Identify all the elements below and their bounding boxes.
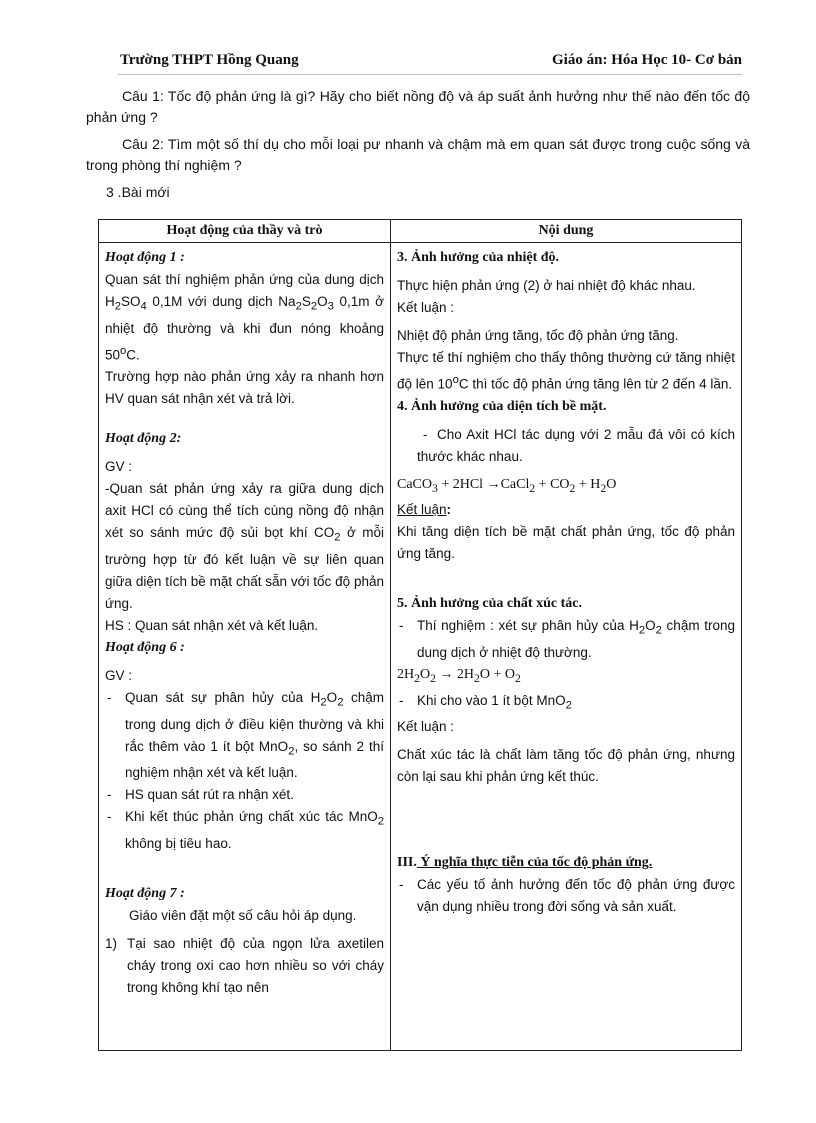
section-4-item-1: - Cho Axit HCl tác dụng với 2 mẫu đá vôi có kích thước khác nhau. [417,426,735,464]
intro-section [86,86,750,209]
school-name: Trường THPT Hồng Quang [120,52,299,68]
section-5-conclusion: Chất xúc tác là chất làm tăng tốc độ phản ứng, nhưng còn lại sau khi phản ứng kết thúc. [397,747,735,785]
table-header-row [99,220,742,243]
activity-2-text: -Quan sát phản ứng xảy ra giữa dung dịch axit HCl có cùng thể tích cùng nồng độ nhận xét so sánh mức độ sủi bọt khí $CO_2$ ở mỗi trường hợp từ đó kết luận về sự liên quan giữa diện tích bề mặt chất sẵn với tốc độ phản ứng. [105,481,385,611]
section-iii-item-1: - Các yếu tố ảnh hưởng đến tốc độ phản ứng được vận dụng nhiều trong đời sống và sản xuất. [399,877,735,915]
section-iii-heading: III. Ý nghĩa thực tiễn của tốc độ phản ứng. [397,855,653,871]
section-5-heading: 5. Ảnh hưởng của chất xúc tác. [397,596,582,612]
subject-title: Giáo án: Hóa Học 10- Cơ bản [552,52,742,68]
section-3-conclusion: Nhiệt độ phản ứng tăng, tốc độ phản ứng tăng. [397,328,679,343]
activity-7-question-1: 1) Tại sao nhiệt độ của ngọn lửa axetilen cháy trong oxi cao hơn nhiều so với cháy trong không khí tạo nên [105,935,384,995]
section-3-text: Thực hiện phản ứng (2) ở hai nhiệt độ khác nhau. [397,278,696,293]
section-5-item-1: - Thí nghiệm : xét sự phân hủy của $H_2O_2$ chậm trong dung dịch ở nhiệt độ thường. [399,618,735,660]
activity-6-heading: Hoạt động 6 : [105,639,185,655]
activity-2-heading: Hoạt động 2: [105,431,182,447]
activity-2-gv: GV : [105,459,133,475]
activity-6-item-3: - Khi kết thúc phản ứng chất xúc tác MnO$_2$ không bị tiêu hao. [107,809,384,851]
equation-caco3-hcl: CaCO$_3$ + 2HCl →CaCl$_2$ + $CO_2 + H_2O$ [397,476,617,495]
col-header-activities: Hoạt động của thầy và trò [99,220,391,243]
activity-6-item-2: - HS quan sát rút ra nhận xét. [107,787,294,803]
section-3-fact: Thực tế thí nghiệm cho thấy thông thường cứ tăng nhiệt độ lên 10$^o$C thì tốc độ phản ứng tăng lên từ 2 đến 4 lần. [397,350,735,392]
activity-1-question: Trường hợp nào phản ứng xảy ra nhanh hơn HV quan sát nhận xét và trả lời. [105,369,384,407]
section-3-heading: 3. Ảnh hưởng của nhiệt độ. [397,250,560,265]
section-5-item-2: - Khi cho vào 1 ít bột MnO$_2$ [399,692,572,712]
lesson-table [98,219,742,1051]
activity-7-text: Giáo viên đặt một số câu hỏi áp dụng. [129,907,357,923]
page-header [120,52,742,76]
question-1: Câu 1: Tốc độ phản ứng là gì? Hãy cho biết nồng độ và áp suất ảnh hưởng như thế nào đến tốc độ phản ứng ? [86,88,750,125]
activity-6-gv: GV : [105,667,133,683]
new-lesson-label: 3 .Bài mới [106,184,170,200]
section-4-conclusion-label: Kết luận: [397,502,452,518]
activity-7-heading: Hoạt động 7 : [105,885,185,901]
section-5-conclusion-label: Kết luận : [397,719,455,735]
activity-1-text: Quan sát thí nghiệm phản ứng của dung dịch $H_2SO_4$ 0,1M với dung dịch $Na_2S_2O_3$ 0,1m ở nhiệt độ thường và khi đun nóng khoảng 50$^o$C. [105,272,384,363]
section-4-conclusion: Khi tăng diện tích bề mặt chất phản ứng, tốc độ phản ứng tăng. [397,524,735,562]
activities-cell [99,243,391,1051]
activity-1-heading: Hoạt động 1 : [105,250,185,265]
section-4-heading: 4. Ảnh hưởng của diện tích bề mặt. [397,398,607,414]
activity-2-hs: HS : Quan sát nhận xét và kết luận. [105,617,319,633]
table-body-row [99,243,742,1051]
content-cell [391,243,742,1051]
col-header-content: Nội dung [391,220,742,243]
activity-6-item-1: - Quan sát sự phân hủy của $H_2O_2$ chậm trong dung dịch ở điều kiện thường và khi rắc thêm vào 1 ít bột MnO$_2$, so sánh 2 thí nghiệm nhận xét và kết luận. [107,689,385,781]
section-3-conclusion-label: Kết luận : [397,300,455,315]
header-rule [118,74,742,75]
equation-h2o2: $2H_2O_2 \to 2H_2O + O_2$ [397,666,521,685]
question-2: Câu 2: Tìm một số thí dụ cho mỗi loại pư nhanh và chậm mà em quan sát được trong cuộc sống và trong phòng thí nghiệm ? [86,136,750,173]
